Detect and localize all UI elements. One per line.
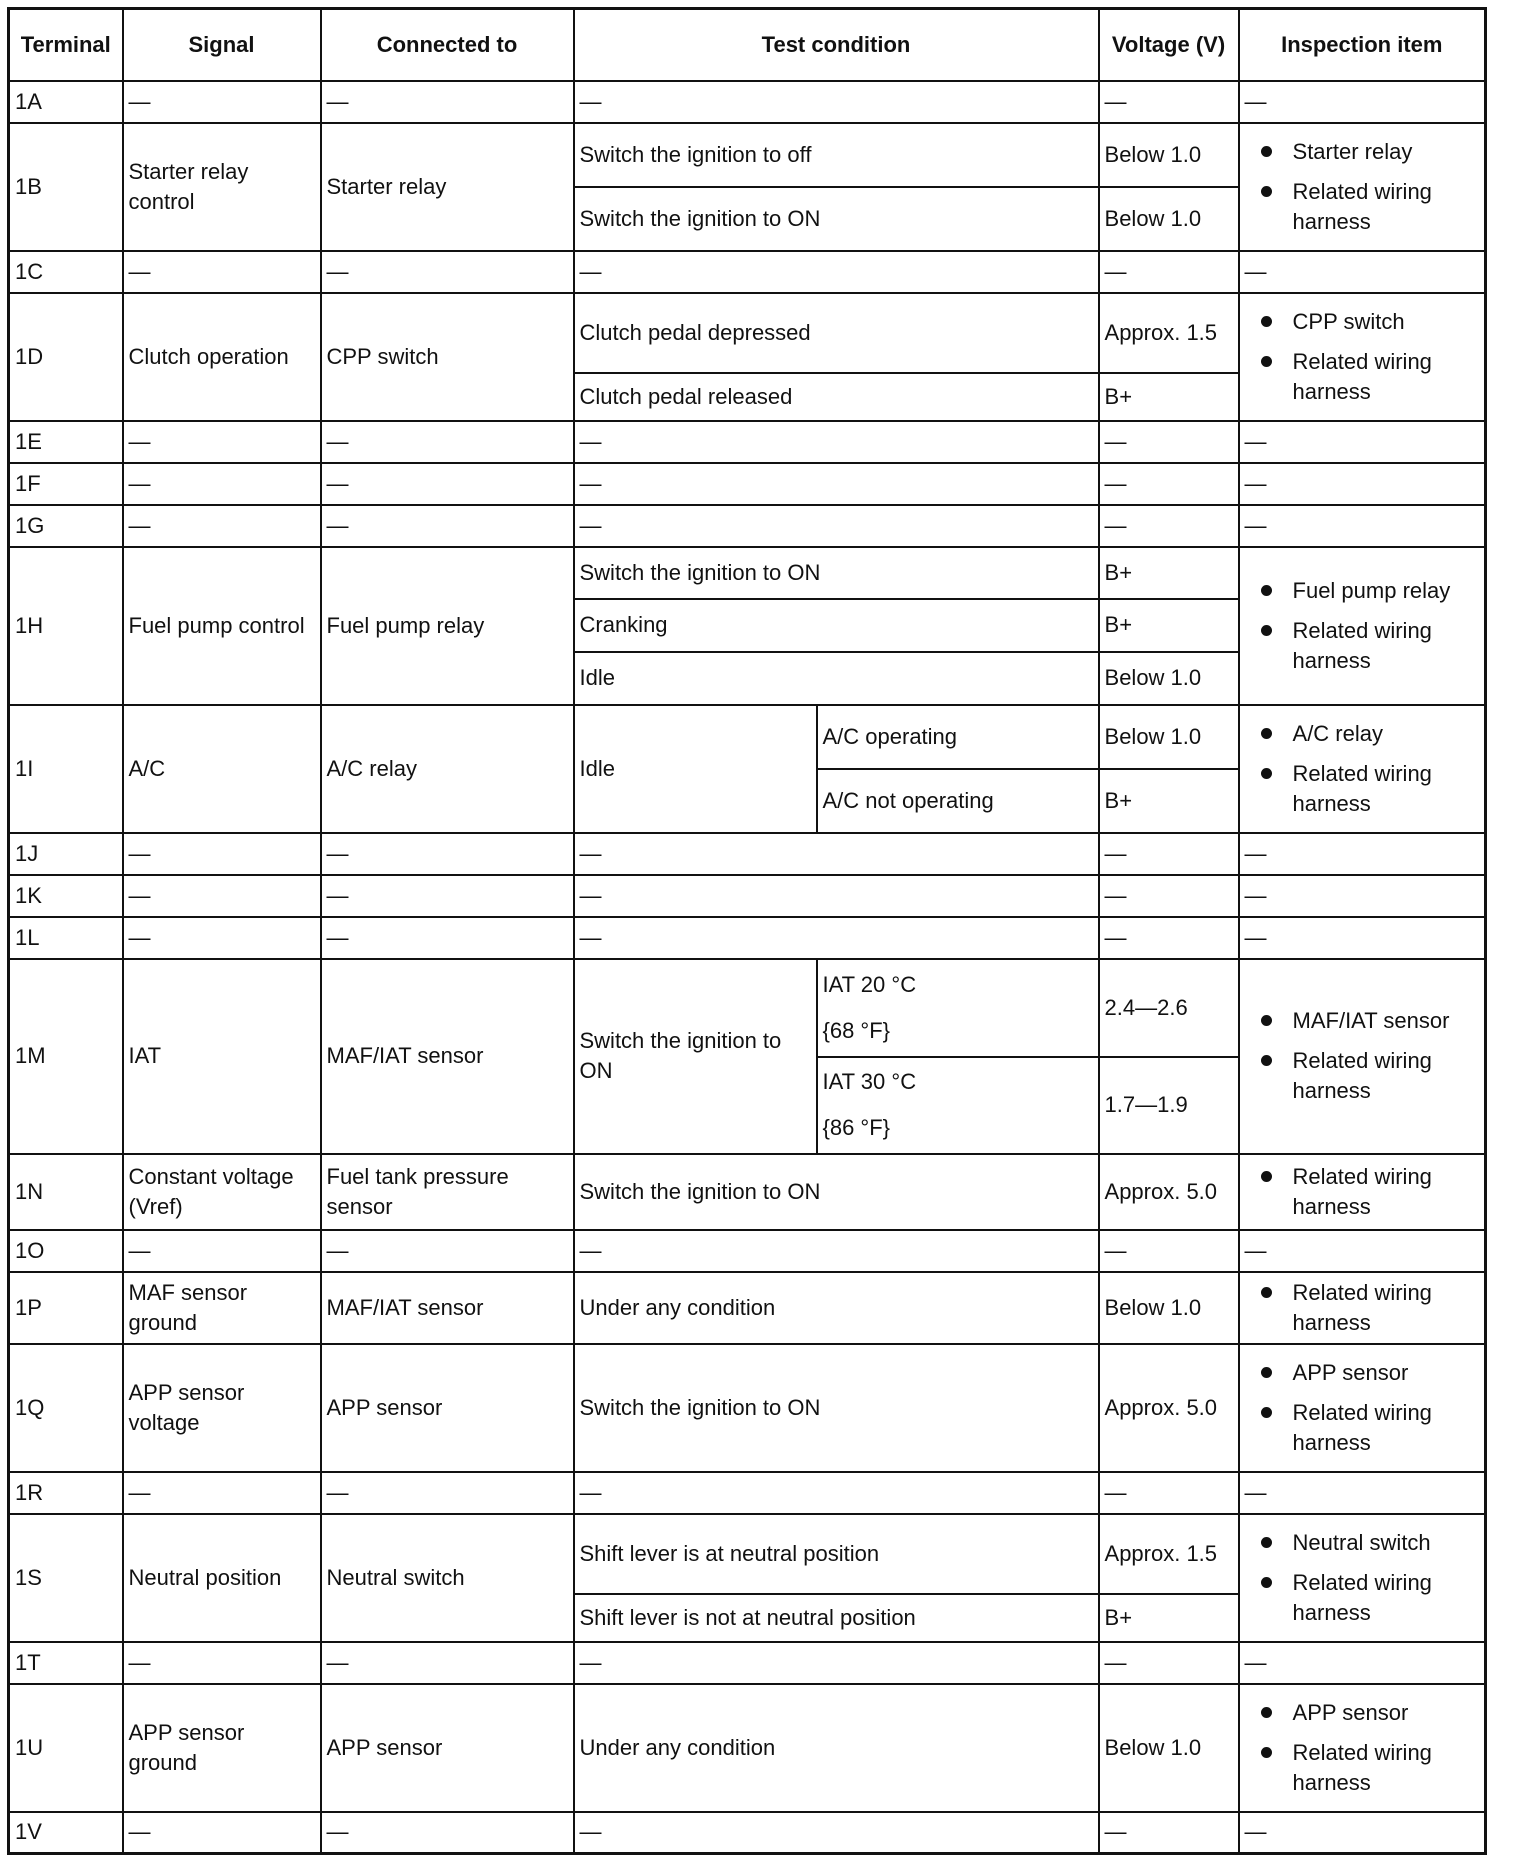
table-row <box>9 293 1486 373</box>
terminal-cell: 1G <box>9 505 123 547</box>
table-row <box>9 1812 1486 1854</box>
test-condition-cell: Switch the ignition to ON <box>574 547 1099 599</box>
empty-cell: — <box>574 421 1099 463</box>
signal-cell: APP sensor ground <box>123 1684 321 1812</box>
list-item: A/C relay <box>1261 719 1480 749</box>
empty-cell: — <box>1099 1230 1239 1272</box>
empty-cell: — <box>574 917 1099 959</box>
empty-cell: — <box>321 463 574 505</box>
empty-cell: — <box>123 833 321 875</box>
terminal-voltage-table <box>7 7 1487 1855</box>
voltage-cell: B+ <box>1099 1594 1239 1642</box>
empty-cell: — <box>123 1812 321 1854</box>
voltage-cell: Below 1.0 <box>1099 705 1239 769</box>
connected-to-cell: MAF/IAT sensor <box>321 1272 574 1344</box>
test-condition-cell: Clutch pedal released <box>574 373 1099 421</box>
spacer <box>823 1000 1093 1016</box>
spacer <box>823 1097 1093 1113</box>
table-row <box>9 421 1486 463</box>
sub-condition-cell: A/C operating <box>817 705 1099 769</box>
signal-cell: Starter relay control <box>123 123 321 251</box>
connected-to-cell: MAF/IAT sensor <box>321 959 574 1154</box>
connected-to-cell: Neutral switch <box>321 1514 574 1642</box>
signal-cell: Constant voltage (Vref) <box>123 1154 321 1230</box>
voltage-cell: 1.7—1.9 <box>1099 1057 1239 1154</box>
list-item: Related wiring harness <box>1261 1568 1480 1628</box>
empty-cell: — <box>1239 251 1486 293</box>
sub-condition-cell <box>817 1057 1099 1154</box>
header-signal: Signal <box>123 9 321 81</box>
header-terminal: Terminal <box>9 9 123 81</box>
temperature-fahrenheit: {68 °F} <box>822 1017 891 1043</box>
empty-cell: — <box>321 1472 574 1514</box>
table-row <box>9 1642 1486 1684</box>
connected-to-cell: Starter relay <box>321 123 574 251</box>
empty-cell: — <box>1099 421 1239 463</box>
empty-cell: — <box>321 833 574 875</box>
inspection-item-cell <box>1239 1344 1486 1472</box>
test-condition-cell: Switch the ignition to ON <box>574 959 817 1154</box>
temperature-fahrenheit: {86 °F} <box>822 1115 891 1140</box>
empty-cell: — <box>1239 421 1486 463</box>
terminal-cell: 1K <box>9 875 123 917</box>
empty-cell: — <box>123 505 321 547</box>
connected-to-cell: A/C relay <box>321 705 574 833</box>
empty-cell: — <box>321 421 574 463</box>
test-condition-cell: Switch the ignition to ON <box>574 1344 1099 1472</box>
inspection-item-cell <box>1239 705 1486 833</box>
temperature-celsius: IAT 20 °C <box>822 971 917 997</box>
empty-cell: — <box>321 251 574 293</box>
list-item: APP sensor <box>1261 1358 1480 1388</box>
list-item: Starter relay <box>1261 137 1480 167</box>
empty-cell: — <box>1099 1642 1239 1684</box>
empty-cell: — <box>574 1642 1099 1684</box>
list-item: Related wiring harness <box>1261 1398 1480 1458</box>
test-condition-cell: Shift lever is at neutral position <box>574 1514 1099 1594</box>
list-item: Related wiring harness <box>1261 759 1480 819</box>
empty-cell: — <box>123 81 321 123</box>
list-item: Fuel pump relay <box>1261 576 1480 606</box>
terminal-cell: 1R <box>9 1472 123 1514</box>
empty-cell: — <box>1099 505 1239 547</box>
table-row <box>9 1344 1486 1472</box>
empty-cell: — <box>321 1230 574 1272</box>
inspection-item-cell <box>1239 1684 1486 1812</box>
test-condition-cell: Idle <box>574 652 1099 705</box>
terminal-cell: 1N <box>9 1154 123 1230</box>
table-row <box>9 1272 1486 1344</box>
test-condition-cell: Switch the ignition to ON <box>574 187 1099 251</box>
empty-cell: — <box>321 917 574 959</box>
empty-cell: — <box>1239 917 1486 959</box>
list-item: APP sensor <box>1261 1698 1480 1728</box>
header-row <box>9 9 1486 81</box>
empty-cell: — <box>1099 1812 1239 1854</box>
empty-cell: — <box>1239 1642 1486 1684</box>
table-row <box>9 81 1486 123</box>
terminal-cell: 1E <box>9 421 123 463</box>
table-row <box>9 1514 1486 1594</box>
inspection-item-cell <box>1239 293 1486 421</box>
empty-cell: — <box>1239 1472 1486 1514</box>
table-row <box>9 705 1486 769</box>
empty-cell: — <box>321 1642 574 1684</box>
terminal-cell: 1F <box>9 463 123 505</box>
header-inspection-item: Inspection item <box>1239 9 1486 81</box>
empty-cell: — <box>123 917 321 959</box>
list-item: Related wiring harness <box>1261 616 1480 676</box>
list-item: Related wiring harness <box>1261 347 1480 407</box>
empty-cell: — <box>574 505 1099 547</box>
test-condition-cell: Under any condition <box>574 1684 1099 1812</box>
empty-cell: — <box>574 1812 1099 1854</box>
test-condition-cell: Clutch pedal depressed <box>574 293 1099 373</box>
terminal-cell: 1J <box>9 833 123 875</box>
terminal-cell: 1L <box>9 917 123 959</box>
empty-cell: — <box>574 833 1099 875</box>
voltage-cell: Approx. 5.0 <box>1099 1344 1239 1472</box>
empty-cell: — <box>321 505 574 547</box>
terminal-cell: 1S <box>9 1514 123 1642</box>
table-row <box>9 875 1486 917</box>
empty-cell: — <box>1099 875 1239 917</box>
connected-to-cell: APP sensor <box>321 1684 574 1812</box>
test-condition-cell: Under any condition <box>574 1272 1099 1344</box>
empty-cell: — <box>123 1642 321 1684</box>
empty-cell: — <box>1099 833 1239 875</box>
table-row <box>9 1684 1486 1812</box>
test-condition-cell: Shift lever is not at neutral position <box>574 1594 1099 1642</box>
empty-cell: — <box>574 251 1099 293</box>
voltage-cell: Below 1.0 <box>1099 123 1239 187</box>
list-item: MAF/IAT sensor <box>1261 1006 1480 1036</box>
signal-cell: A/C <box>123 705 321 833</box>
terminal-cell: 1I <box>9 705 123 833</box>
empty-cell: — <box>1099 1472 1239 1514</box>
inspection-item-cell <box>1239 1272 1486 1344</box>
table-row <box>9 463 1486 505</box>
connected-to-cell: APP sensor <box>321 1344 574 1472</box>
list-item: CPP switch <box>1261 307 1480 337</box>
terminal-cell: 1Q <box>9 1344 123 1472</box>
empty-cell: — <box>1099 917 1239 959</box>
list-item: Related wiring harness <box>1261 1738 1480 1798</box>
inspection-item-cell <box>1239 959 1486 1154</box>
empty-cell: — <box>321 81 574 123</box>
empty-cell: — <box>1239 833 1486 875</box>
voltage-cell: Below 1.0 <box>1099 1684 1239 1812</box>
header-test-condition: Test condition <box>574 9 1099 81</box>
terminal-cell: 1P <box>9 1272 123 1344</box>
inspection-item-cell <box>1239 1514 1486 1642</box>
table-row <box>9 917 1486 959</box>
test-condition-cell: Switch the ignition to off <box>574 123 1099 187</box>
empty-cell: — <box>123 463 321 505</box>
connected-to-cell: Fuel pump relay <box>321 547 574 705</box>
terminal-cell: 1B <box>9 123 123 251</box>
empty-cell: — <box>1239 81 1486 123</box>
empty-cell: — <box>321 875 574 917</box>
voltage-cell: B+ <box>1099 547 1239 599</box>
signal-cell: IAT <box>123 959 321 1154</box>
list-item: Related wiring harness <box>1261 1046 1480 1106</box>
voltage-cell: B+ <box>1099 599 1239 652</box>
table-row <box>9 1230 1486 1272</box>
connected-to-cell: CPP switch <box>321 293 574 421</box>
temperature-celsius: IAT 30 °C <box>822 1069 917 1094</box>
list-item: Related wiring harness <box>1261 1278 1480 1338</box>
sub-condition-cell: A/C not operating <box>817 769 1099 833</box>
empty-cell: — <box>1239 1230 1486 1272</box>
voltage-cell: B+ <box>1099 373 1239 421</box>
table-row <box>9 1472 1486 1514</box>
empty-cell: — <box>1239 505 1486 547</box>
empty-cell: — <box>574 81 1099 123</box>
inspection-item-cell <box>1239 1154 1486 1230</box>
terminal-cell: 1A <box>9 81 123 123</box>
empty-cell: — <box>1099 251 1239 293</box>
empty-cell: — <box>1239 463 1486 505</box>
table-row <box>9 959 1486 1057</box>
empty-cell: — <box>123 251 321 293</box>
inspection-item-cell <box>1239 123 1486 251</box>
empty-cell: — <box>123 1472 321 1514</box>
empty-cell: — <box>1239 1812 1486 1854</box>
list-item: Neutral switch <box>1261 1528 1480 1558</box>
table-row <box>9 251 1486 293</box>
empty-cell: — <box>123 875 321 917</box>
voltage-cell: Below 1.0 <box>1099 652 1239 705</box>
signal-cell: APP sensor voltage <box>123 1344 321 1472</box>
list-item: Related wiring harness <box>1261 1162 1480 1222</box>
connected-to-cell: Fuel tank pressure sensor <box>321 1154 574 1230</box>
voltage-cell: B+ <box>1099 769 1239 833</box>
empty-cell: — <box>574 1472 1099 1514</box>
terminal-cell: 1C <box>9 251 123 293</box>
empty-cell: — <box>123 1230 321 1272</box>
test-condition-cell: Cranking <box>574 599 1099 652</box>
empty-cell: — <box>321 1812 574 1854</box>
signal-cell: Fuel pump control <box>123 547 321 705</box>
test-condition-cell: Idle <box>574 705 817 833</box>
table-row <box>9 547 1486 599</box>
signal-cell: Clutch operation <box>123 293 321 421</box>
voltage-cell: 2.4—2.6 <box>1099 959 1239 1057</box>
terminal-cell: 1O <box>9 1230 123 1272</box>
voltage-cell: Approx. 1.5 <box>1099 1514 1239 1594</box>
voltage-cell: Below 1.0 <box>1099 1272 1239 1344</box>
table-row <box>9 505 1486 547</box>
test-condition-cell: Switch the ignition to ON <box>574 1154 1099 1230</box>
list-item: Related wiring harness <box>1261 177 1480 237</box>
signal-cell: Neutral position <box>123 1514 321 1642</box>
sub-condition-cell <box>817 959 1099 1057</box>
voltage-cell: Approx. 1.5 <box>1099 293 1239 373</box>
table-row <box>9 833 1486 875</box>
voltage-cell: Below 1.0 <box>1099 187 1239 251</box>
terminal-cell: 1V <box>9 1812 123 1854</box>
terminal-cell: 1H <box>9 547 123 705</box>
empty-cell: — <box>1239 875 1486 917</box>
terminal-cell: 1M <box>9 959 123 1154</box>
table-row <box>9 123 1486 187</box>
empty-cell: — <box>123 421 321 463</box>
empty-cell: — <box>574 1230 1099 1272</box>
terminal-cell: 1U <box>9 1684 123 1812</box>
header-voltage: Voltage (V) <box>1099 9 1239 81</box>
empty-cell: — <box>574 463 1099 505</box>
table-row <box>9 1154 1486 1230</box>
inspection-item-cell <box>1239 547 1486 705</box>
voltage-cell: Approx. 5.0 <box>1099 1154 1239 1230</box>
terminal-cell: 1D <box>9 293 123 421</box>
empty-cell: — <box>574 875 1099 917</box>
header-connected-to: Connected to <box>321 9 574 81</box>
signal-cell: MAF sensor ground <box>123 1272 321 1344</box>
empty-cell: — <box>1099 81 1239 123</box>
empty-cell: — <box>1099 463 1239 505</box>
terminal-cell: 1T <box>9 1642 123 1684</box>
